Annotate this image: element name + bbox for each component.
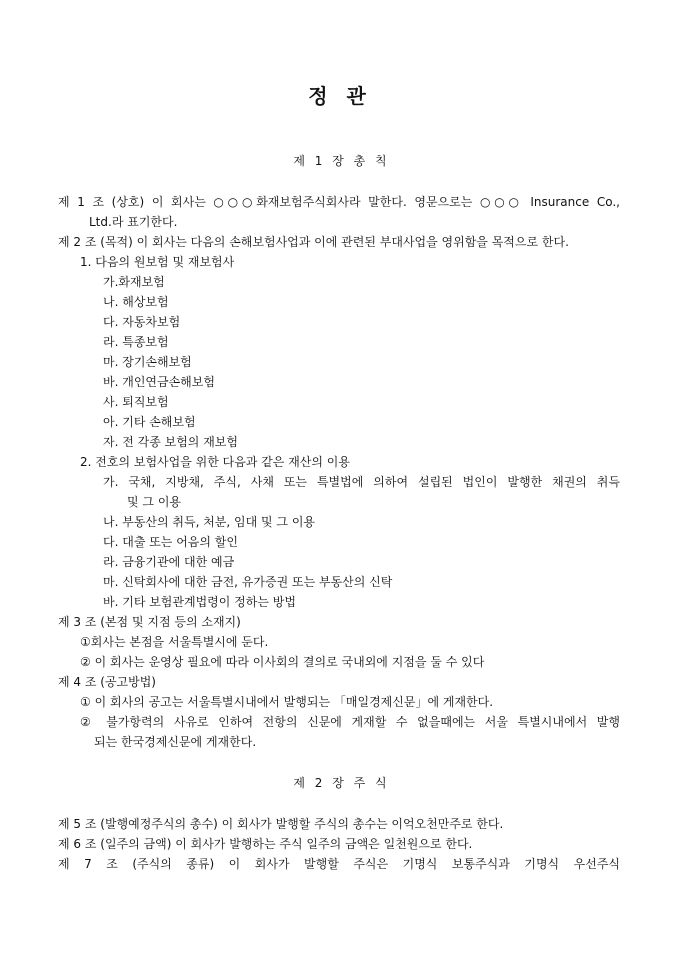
list-item: 나. 부동산의 취득, 처분, 임대 및 그 이용 — [103, 515, 316, 529]
list-item: 라. 특종보험 — [103, 335, 169, 349]
list-item: 라. 금융기관에 대한 예금 — [103, 555, 235, 569]
article-3-clause-2: ② 이 회사는 운영상 필요에 따라 이사회의 결의로 국내외에 지점을 둘 수 있다 — [80, 655, 485, 669]
list-item: 마. 장기손해보험 — [103, 355, 192, 369]
article-6: 제 6 조 (일주의 금액) 이 회사가 발행하는 주식 일주의 금액은 일천원으로 한다. — [58, 837, 473, 851]
list-item: 사. 퇴직보험 — [103, 395, 169, 409]
list-item: 마. 신탁회사에 대한 금전, 유가증권 또는 부동산의 신탁 — [103, 575, 393, 589]
list-item: 나. 해상보험 — [103, 295, 169, 309]
article-1-line-1: 제 1 조 (상호) 이 회사는 ○○○화재보험주식회사라 말한다. 영문으로는 ○○○ Insurance Co., — [58, 195, 620, 209]
article-4: 제 4 조 (공고방법) — [58, 675, 156, 689]
list-item: 다. 자동차보험 — [103, 315, 181, 329]
article-3-clause-1: ①회사는 본점을 서울특별시에 둔다. — [80, 635, 269, 649]
article-2: 제 2 조 (목적) 이 회사는 다음의 손해보험사업과 이에 관련된 부대사업을 영위함을 목적으로 한다. — [58, 235, 569, 249]
chapter-2-heading: 제 2 장 주 식 — [293, 776, 387, 790]
list-item: 바. 개인연금손해보험 — [103, 375, 215, 389]
list-item: 가. 국채, 지방채, 주식, 사채 또는 특별법에 의하여 설립된 법인이 발행한 채권의 취득 — [103, 475, 620, 489]
list-item: 자. 전 각종 보험의 재보험 — [103, 435, 238, 449]
list-item-continuation: 및 그 이용 — [127, 495, 181, 509]
article-3: 제 3 조 (본점 및 지점 등의 소재지) — [58, 615, 241, 629]
list-item: 가.화재보험 — [103, 275, 165, 289]
article-1-line-2: Ltd.라 표기한다. — [89, 215, 178, 229]
article-4-clause-1: ① 이 회사의 공고는 서울특별시내에서 발행되는 「매일경제신문」에 게재한다. — [80, 695, 494, 709]
document-title: 정 관 — [308, 84, 372, 108]
list-item: 다. 대출 또는 어음의 할인 — [103, 535, 238, 549]
article-2-item-1: 1. 다음의 원보험 및 재보험사 — [80, 255, 235, 269]
chapter-1-heading: 제 1 장 총 칙 — [293, 154, 387, 168]
list-item: 아. 기타 손해보험 — [103, 415, 196, 429]
article-4-clause-2-line-1: ② 불가항력의 사유로 인하여 전항의 신문에 게재할 수 없을때에는 서울 특별시내에서 발행 — [80, 715, 620, 729]
list-item: 바. 기타 보험관계법령이 정하는 방법 — [103, 595, 296, 609]
article-4-clause-2-line-2: 되는 한국경제신문에 게재한다. — [94, 735, 257, 749]
article-5: 제 5 조 (발행예정주식의 총수) 이 회사가 발행할 주식의 총수는 이억오천만주로 한다. — [58, 817, 504, 831]
article-2-item-2: 2. 전호의 보험사업을 위한 다음과 같은 재산의 이용 — [80, 455, 350, 469]
article-7-line-1: 제 7 조 (주식의 종류) 이 회사가 발행할 주식은 기명식 보통주식과 기명식 우선주식 — [58, 857, 620, 871]
